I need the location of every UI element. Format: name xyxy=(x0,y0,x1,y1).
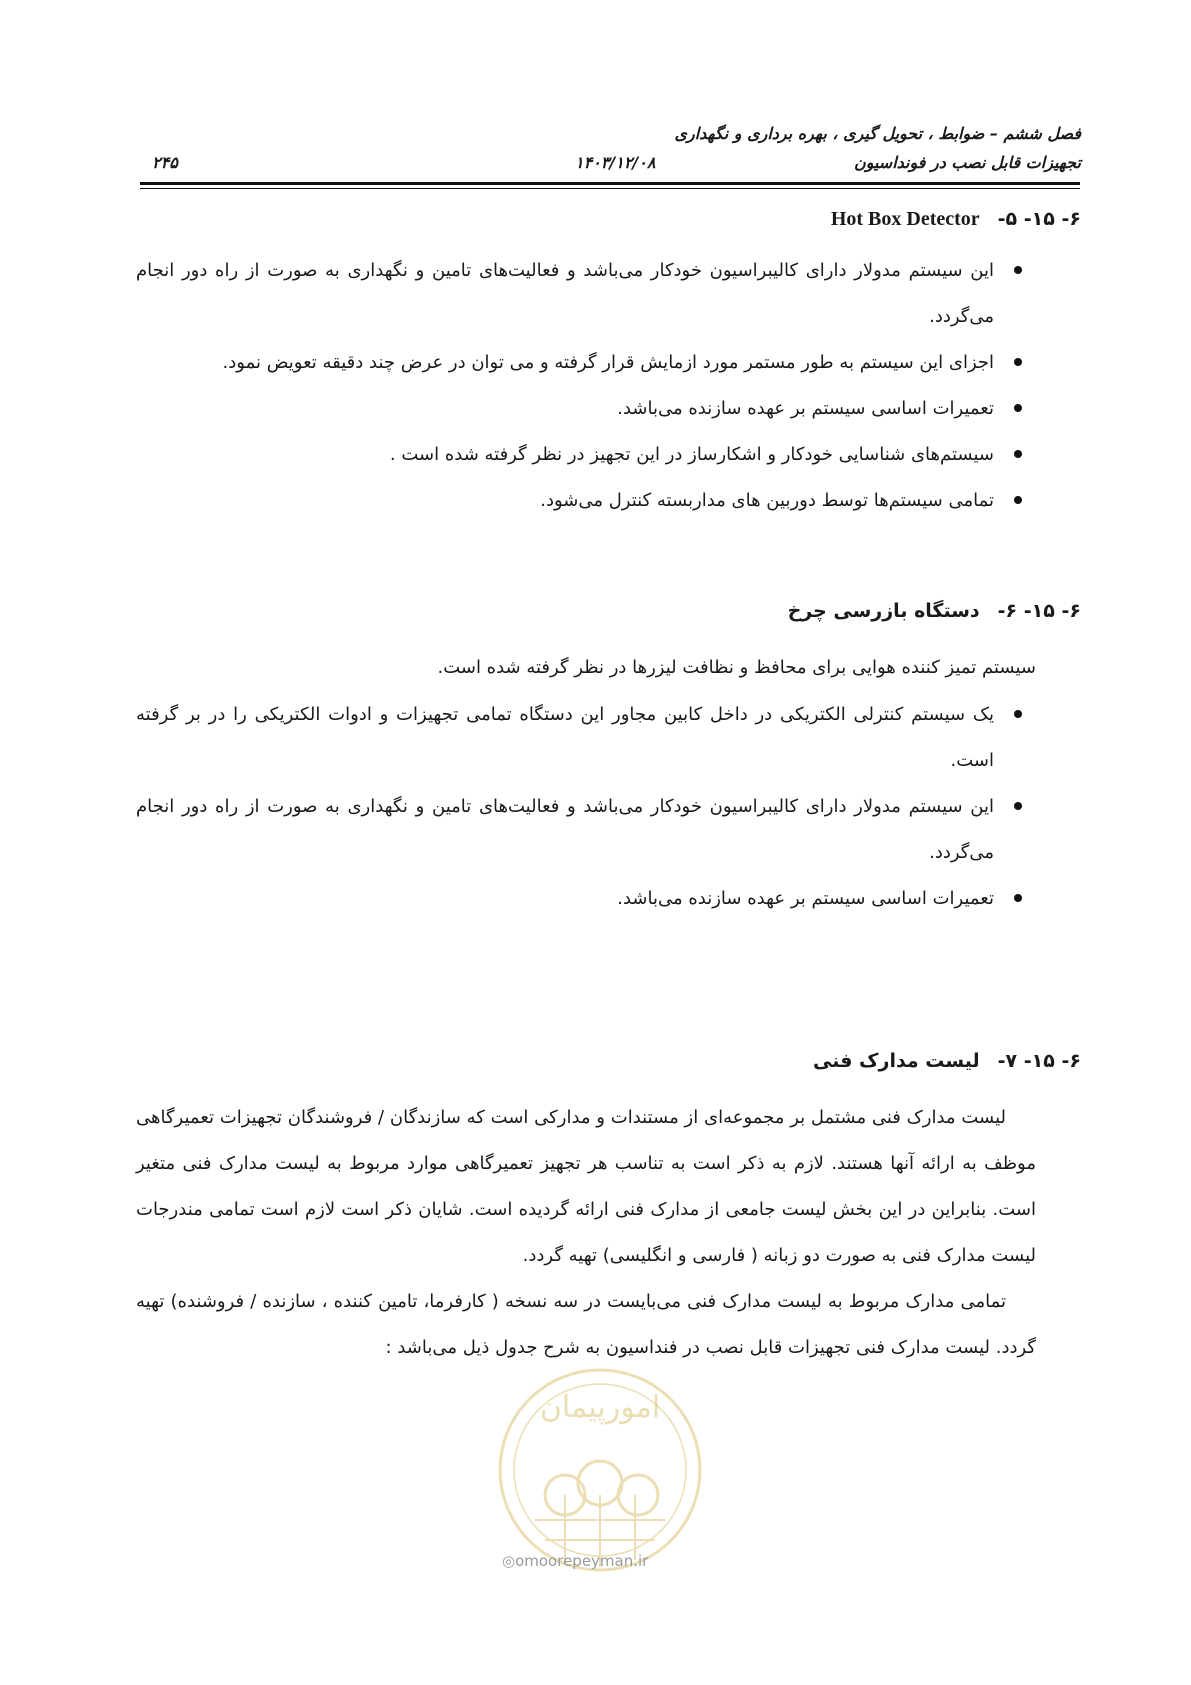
section-title: لیست مدارک فنی xyxy=(813,1050,980,1072)
bullet-icon xyxy=(1014,710,1022,718)
globe-icon: ◎ xyxy=(502,1552,516,1570)
technical-documents-paragraph-1: لیست مدارک فنی مشتمل بر مجموعه‌ای از مستندات و مدارکی است که سازندگان / فروشندگان تجهیزات تعمیرگاهی موظف به ارائه آنها هستند. لازم به ذکر است به تناسب هر تجهیز تعمیرگاهی موارد مربوط به لیست مدارک فنی متغیر است. بنابراین در این بخش لیست جامعی از مدارک فنی ارائه گردیده است. شایان ذکر است لازم است تمامی مندرجات لیست مدارک فنی به صورت دو زبانه ( فارسی و انگلیسی) تهیه گردد. xyxy=(136,1107,1036,1266)
section-heading-wheel-inspection xyxy=(788,600,1081,622)
wheel-inspection-intro: سیستم تمیز کننده هوایی برای محافظ و نظافت لیزرها در نظر گرفته شده است. xyxy=(437,657,1036,678)
watermark-url: ◎omoorepeyman.ir xyxy=(502,1552,649,1570)
section-title: دستگاه بازرسی چرخ xyxy=(787,600,980,622)
wheel-inspection-bullet-list xyxy=(136,692,1036,922)
bullet-icon xyxy=(1014,358,1022,366)
list-item: تعمیرات اساسی سیستم بر عهده سازنده می‌باشد. xyxy=(136,876,1036,922)
bullet-icon xyxy=(1014,450,1022,458)
list-item: تعمیرات اساسی سیستم بر عهده سازنده می‌باشد. xyxy=(136,386,1036,432)
list-item: این سیستم مدولار دارای کالیبراسیون خودکار می‌باشد و فعالیت‌های تامین و نگهداری به صورت از راه دور انجام می‌گردد. xyxy=(136,784,1036,876)
document-date: ۱۴۰۳/۱۲/۰۸ xyxy=(575,153,656,172)
technical-documents-paragraph-2: تمامی مدارک مربوط به لیست مدارک فنی می‌بایست در سه نسخه ( کارفرما، تامین کننده ، سازنده / فروشنده) تهیه گردد. لیست مدارک فنی تجهیزات قابل نصب در فنداسیون به شرح جدول ذیل می‌باشد : xyxy=(136,1291,1036,1358)
list-item: یک سیستم کنترلی الکتریکی در داخل کابین مجاور این دستگاه تمامی تجهیزات و ادوات الکتریکی را در بر گرفته است. xyxy=(136,692,1036,784)
section-heading-hot-box xyxy=(831,208,1081,231)
subject-title: تجهیزات قابل نصب در فونداسیون xyxy=(853,153,1081,172)
list-item: سیستم‌های شناسایی خودکار و اشکارساز در این تجهیز در نظر گرفته شده است . xyxy=(136,432,1036,478)
chapter-title: فصل ششم – ضوابط ، تحویل گیری ، بهره برداری و نگهداری xyxy=(674,124,1081,143)
list-item: این سیستم مدولار دارای کالیبراسیون خودکار می‌باشد و فعالیت‌های تامین و نگهداری به صورت از راه دور انجام می‌گردد. xyxy=(136,248,1036,340)
list-item: تمامی سیستم‌ها توسط دوربین های مداربسته کنترل می‌شود. xyxy=(136,478,1036,524)
section-number: ۶- ۱۵- ۵- xyxy=(997,208,1081,230)
bullet-icon xyxy=(1014,496,1022,504)
section-heading-technical-documents xyxy=(813,1050,1081,1072)
section-number: ۶- ۱۵- ۷- xyxy=(997,1050,1081,1072)
bullet-icon xyxy=(1014,404,1022,412)
bullet-icon xyxy=(1014,802,1022,810)
header-rule-thick xyxy=(140,182,1080,185)
bullet-icon xyxy=(1014,266,1022,274)
header-rule-thin xyxy=(140,188,1080,189)
list-item: اجزای این سیستم به طور مستمر مورد ازمایش قرار گرفته و می توان در عرض چند دقیقه تعویض نمود. xyxy=(136,340,1036,386)
hot-box-bullet-list xyxy=(136,248,1036,524)
section-title: Hot Box Detector xyxy=(830,208,980,230)
page-number: ۲۴۵ xyxy=(152,153,178,172)
watermark-logo-text: امورپیمان xyxy=(539,1390,661,1425)
bullet-icon xyxy=(1014,894,1022,902)
section-number: ۶- ۱۵- ۶- xyxy=(997,600,1081,622)
